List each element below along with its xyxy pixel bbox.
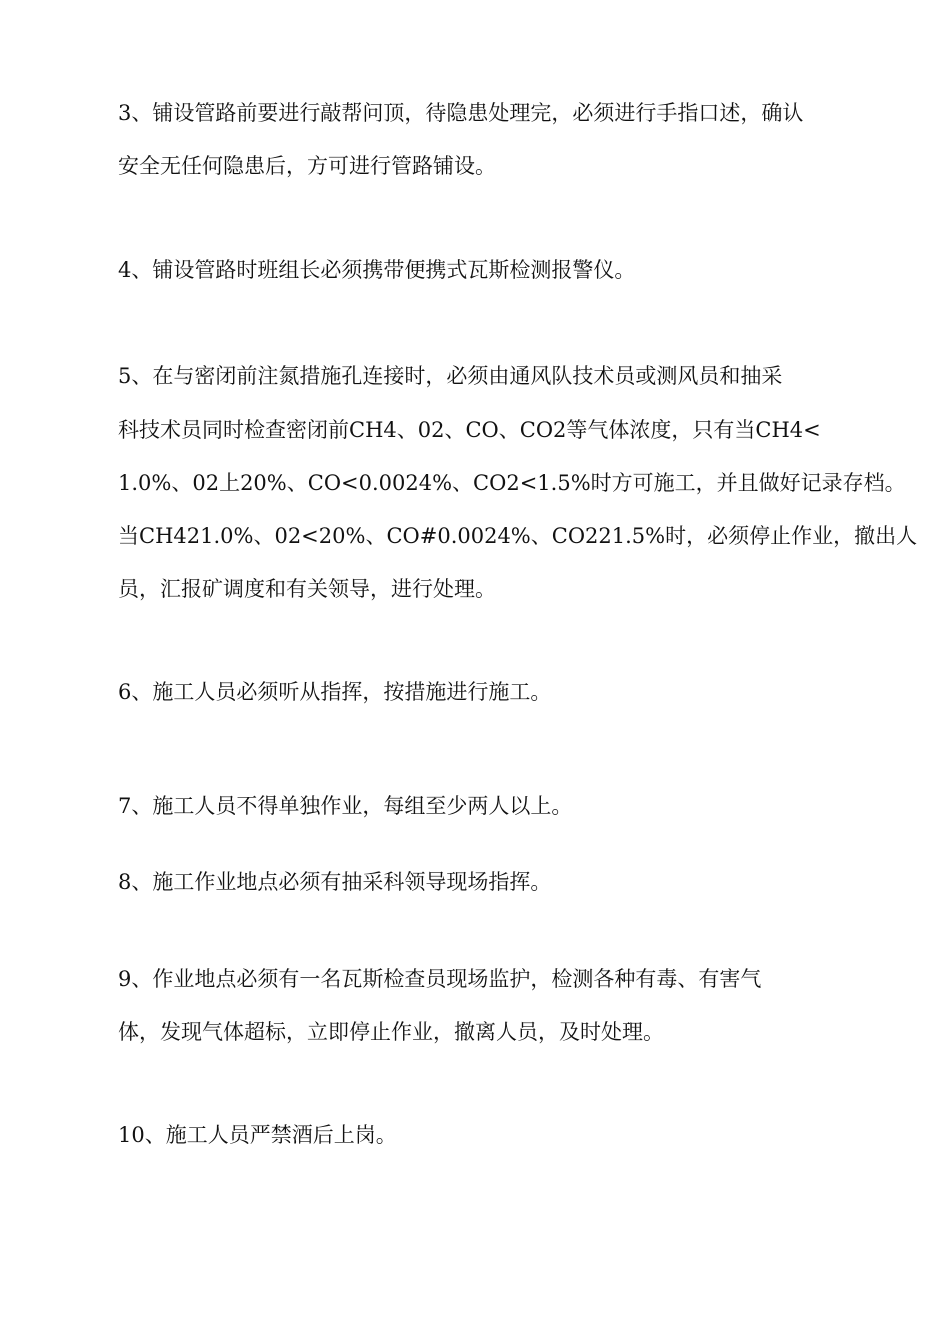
- paragraph-5-line-5: 员，汇报矿调度和有关领导，进行处理。: [118, 577, 496, 601]
- paragraph-9-line-2: 体，发现气体超标，立即停止作业，撤离人员，及时处理。: [118, 1020, 664, 1044]
- paragraph-8-line-1: 8、施工作业地点必须有抽采科领导现场指挥。: [118, 870, 552, 894]
- paragraph-9-line-1: 9、作业地点必须有一名瓦斯检查员现场监护，检测各种有毒、有害气: [118, 967, 762, 991]
- paragraph-5-line-1: 5、在与密闭前注氮措施孔连接时，必须由通风队技术员或测风员和抽采: [118, 364, 783, 388]
- paragraph-7-line-1: 7、施工人员不得单独作业，每组至少两人以上。: [118, 794, 573, 818]
- paragraph-5-line-4: 当CH421.0%、02<20%、CO#0.0024%、CO221.5%时，必须停止作业，撤出人: [118, 524, 918, 548]
- paragraph-3-line-2: 安全无任何隐患后，方可进行管路铺设。: [118, 154, 496, 178]
- paragraph-5-line-2: 科技术员同时检查密闭前CH4、02、CO、CO2等气体浓度，只有当CH4<: [118, 418, 821, 442]
- paragraph-4-line-1: 4、铺设管路时班组长必须携带便携式瓦斯检测报警仪。: [118, 258, 636, 282]
- paragraph-6-line-1: 6、施工人员必须听从指挥，按措施进行施工。: [118, 680, 552, 704]
- paragraph-5-line-3: 1.0%、02上20%、CO<0.0024%、CO2<1.5%时方可施工，并且做好记录存档。: [118, 471, 906, 495]
- paragraph-10-line-1: 10、施工人员严禁酒后上岗。: [118, 1123, 397, 1147]
- paragraph-3-line-1: 3、铺设管路前要进行敲帮问顶，待隐患处理完，必须进行手指口述，确认: [118, 101, 804, 125]
